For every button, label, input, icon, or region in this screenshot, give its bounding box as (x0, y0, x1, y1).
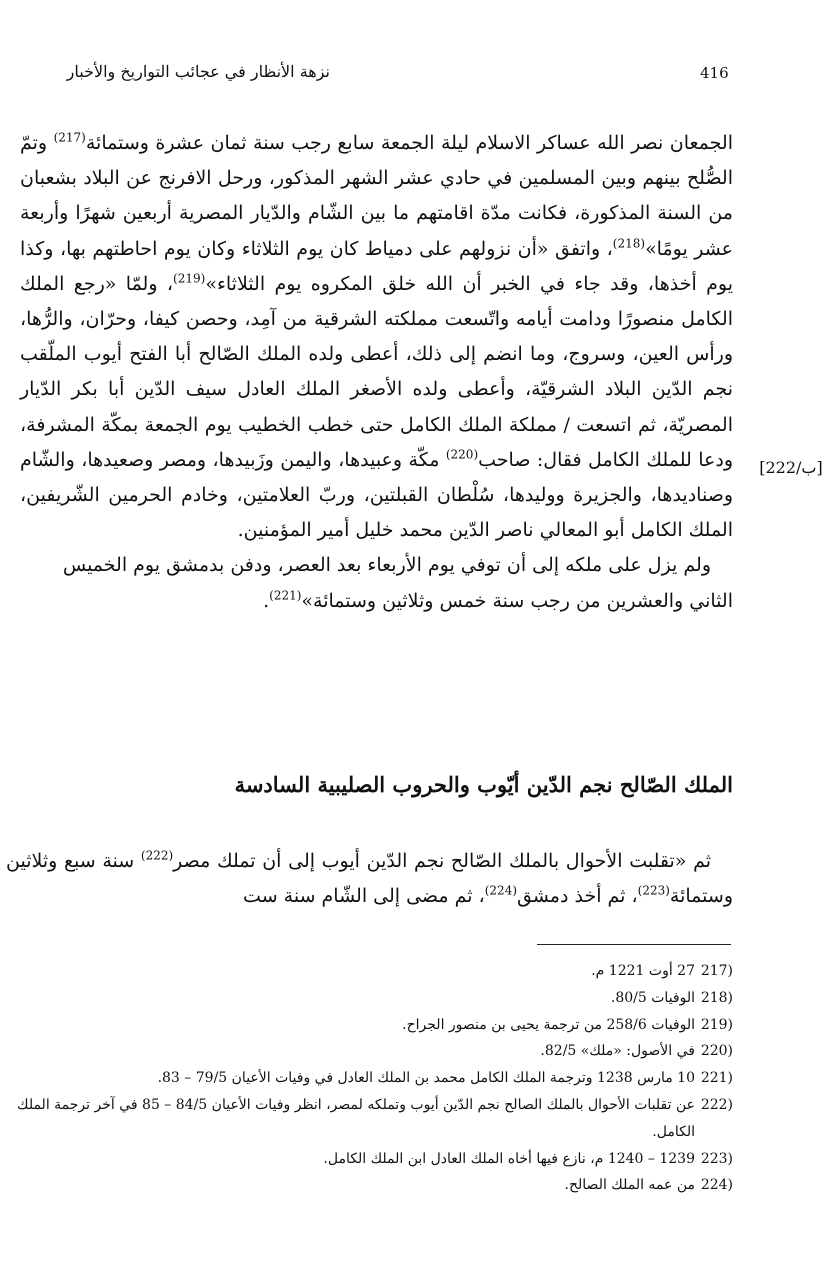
footnote-reference: (224) (484, 883, 518, 898)
footnote-text: عن تقلبات الأحوال بالملك الصالح نجم الدّين أيوب وتملكه لمصر، انظر وفيات الأعيان 84/5 – 85 في آخر ترجمة الملك الكامل. (17, 1096, 695, 1140)
footnote-text: 27 أوت 1221 م. (591, 963, 695, 979)
text-run: ، ثم أخذ دمشق (517, 885, 638, 908)
footnote (0, 1038, 733, 1065)
footnote-number: 224) (700, 1177, 733, 1194)
footnote-reference: (219) (173, 271, 206, 286)
footnote-number: 221) (700, 1070, 733, 1087)
footnote-text: 10 مارس 1238 وترجمة الملك الكامل محمد بن الملك العادل في وفيات الأعيان 79/5 – 83. (157, 1070, 695, 1087)
text-run: ثم «تقلبت الأحوال بالملك الصّالح نجم الدّين أيوب إلى أن تملك مصر (173, 850, 712, 872)
footnote (0, 958, 733, 985)
main-text (20, 126, 733, 619)
footnote-number: 219) (700, 1016, 733, 1033)
footnote-number: 223) (700, 1150, 733, 1167)
running-header-title: نزهة الأنظار في عجائب التواريخ والأخبار (66, 62, 330, 81)
footnote-reference: (220) (445, 447, 479, 462)
text-run: . (263, 589, 270, 612)
text-run: سنة سبع وثلاثين وستمائة (6, 850, 733, 908)
footnote-number: 218) (700, 989, 733, 1006)
footnote (0, 1012, 733, 1039)
footnote-text: 1239 – 1240 م، نازع فيها أخاه الملك العادل ابن الملك الكامل. (323, 1150, 695, 1167)
footnote-reference: (218) (612, 236, 646, 251)
paragraph-2 (20, 548, 733, 618)
footnote-number: 222) (700, 1096, 733, 1113)
footnote-reference: (221) (269, 588, 302, 603)
footnote (0, 985, 733, 1012)
footnote (0, 1172, 733, 1199)
text-run: ، واتفق «أن نزولهم على دمياط كان يوم الثلاثاء وكان يوم احاطتهم بها، وكذا يوم أخذها، وقد جاء في الخبر أن الله خلق المكروه يوم الثلاثاء» (20, 237, 733, 295)
paragraph-1 (20, 126, 733, 548)
page-number: 416 (700, 64, 729, 82)
text-run: ، ولمّا «رجع الملك الكامل منصورًا ودامت أيامه واتّسعت مملكته الشرقية من آمِد، وحصن كيفا، وحرّان، والرُّها، ورأس العين، وسروج، وما انضم إلى ذلك، أعطى ولده الملك الصّالح أبا الفتح أيوب الملّقب نجم الدّين البلاد الشرقيّة، وأعطى ولده الأصغر الملك العادل سيف الدّين أبا بكر الدّيار المصريّة، ثم اتسعت / مملكة الملك الكامل حتى خطب الخطيب يوم الجمعة بمكّة المشرفة، ودعا للملك الكامل فقال: صاحب (20, 272, 734, 471)
text-run: الجمعان نصر الله عساكر الاسلام ليلة الجمعة سابع رجب سنة ثمان عشرة وستمائة (85, 132, 733, 154)
footnote-text: الوفيات 80/5. (610, 989, 695, 1006)
manuscript-folio-marker: [222/ب] (759, 458, 823, 477)
text-run: ، ثم مضى إلى الشّام سنة ست (243, 885, 485, 908)
text-run: وتمّ الصُّلح بينهم وبين المسلمين في حادي عشر الشهر المذكور، ورحل الافرنج عن البلاد بشعبان من السنة المذكورة، فكانت مدّة اقامتهم ما بين الشّام والدّيار المصرية أربعين شهرًا وأربعة عشر يومًا» (20, 132, 733, 260)
footnote-number: 220) (700, 1043, 733, 1060)
footnotes (0, 958, 733, 1199)
footnote-text: الوفيات 258/6 من ترجمة يحيى بن منصور الجراح. (402, 1016, 695, 1033)
section-text (6, 844, 733, 914)
footnote-reference: (223) (637, 883, 670, 898)
footnote-text: من عمه الملك الصالح. (564, 1177, 695, 1194)
footnote-number: 217) (700, 963, 733, 979)
footnote-reference: (222) (140, 848, 174, 863)
footnote (0, 1092, 733, 1146)
section-heading: الملك الصّالح نجم الدّين أيّوب والحروب الصليبية السادسة (234, 772, 733, 797)
text-run: مكّة وعبيدها، واليمن وزَبيدها، ومصر وصعيدها، والشّام وصناديدها، والجزيرة ووليدها، سُلْطان القبلتين، وربّ العلامتين، وخادم الحرمين الشّريفين، الملك الكامل أبو المعالي ناصر الدّين محمد خليل أمير المؤمنين. (20, 448, 733, 542)
section-paragraph (6, 844, 733, 914)
text-run: ولم يزل على ملكه إلى أن توفي يوم الأربعاء بعد العصر، ودفن بدمشق يوم الخميس الثاني والعشرين من رجب سنة خمس وثلاثين وستمائة» (62, 554, 733, 612)
footnote-separator (537, 944, 731, 945)
footnote (0, 1146, 733, 1173)
footnote (0, 1065, 733, 1092)
footnote-reference: (217) (53, 130, 86, 145)
footnote-text: في الأصول: «ملك» 82/5. (540, 1043, 695, 1060)
